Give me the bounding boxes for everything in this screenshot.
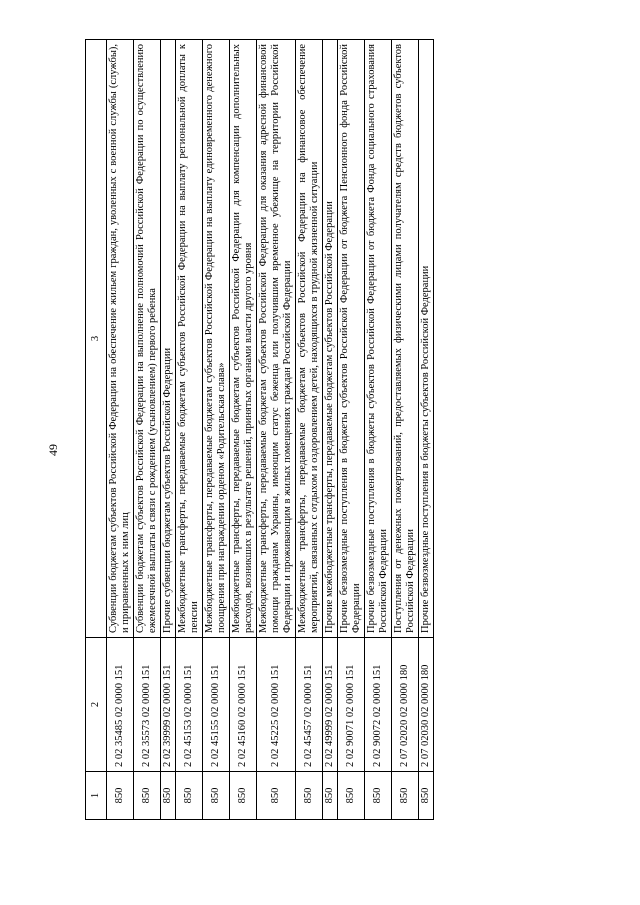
- revenue-name-cell: Прочие безвозмездные поступления в бюджеты субъектов Российской Федерации: [419, 40, 434, 638]
- revenue-name-cell: Поступления от денежных пожертвований, предоставляемых физическими лицами получателям средств бюджетов субъектов Российской Федерации: [392, 40, 419, 638]
- page-number: 49: [46, 444, 60, 456]
- table-row: [323, 40, 338, 820]
- admin-code-cell: 850: [338, 772, 365, 820]
- table-row: [419, 40, 434, 820]
- kbk-code-cell: 2 07 02020 02 0000 180: [392, 638, 419, 772]
- admin-code-cell: 850: [419, 772, 434, 820]
- table-row: [161, 40, 176, 820]
- revenue-name-cell: Прочие субвенции бюджетам субъектов Российской Федерации: [161, 40, 176, 638]
- revenue-name-cell: Прочие безвозмездные поступления в бюджеты субъектов Российской Федерации от бюджета Фонда социального страхования Российской Федерации: [365, 40, 392, 638]
- admin-code-cell: 850: [176, 772, 203, 820]
- table-header-row: [86, 40, 107, 820]
- kbk-code-cell: 2 02 45155 02 0000 151: [203, 638, 230, 772]
- revenue-name-cell: Межбюджетные трансферты, передаваемые бюджетам субъектов Российской Федерации для оказания адресной финансовой помощи гражданам Украины, имеющим статус беженца или получившим временное убежище на территории Российской Федерации и проживающим в жилых помещениях граждан Российской Федерации: [257, 40, 296, 638]
- admin-code-cell: 850: [134, 772, 161, 820]
- kbk-code-cell: 2 02 90072 02 0000 151: [365, 638, 392, 772]
- rotated-table-wrapper: [85, 40, 557, 820]
- admin-code-cell: 850: [161, 772, 176, 820]
- column-header-1: 1: [86, 772, 107, 820]
- admin-code-cell: 850: [365, 772, 392, 820]
- table-row: [257, 40, 296, 820]
- kbk-code-cell: 2 02 45153 02 0000 151: [176, 638, 203, 772]
- admin-code-cell: 850: [107, 772, 134, 820]
- admin-code-cell: 850: [230, 772, 257, 820]
- kbk-code-cell: 2 07 02030 02 0000 180: [419, 638, 434, 772]
- column-header-3: 3: [86, 40, 107, 638]
- revenue-name-cell: Прочие безвозмездные поступления в бюджеты субъектов Российской Федерации от бюджета Пенсионного фонда Российской Федерации: [338, 40, 365, 638]
- revenue-name-cell: Субвенции бюджетам субъектов Российской Федерации на выполнение полномочий Российской Федерации по осуществлению ежемесячной выплаты в связи с рождением (усыновлением) первого ребенка: [134, 40, 161, 638]
- table-row: [365, 40, 392, 820]
- revenue-name-cell: Субвенции бюджетам субъектов Российской Федерации на обеспечение жильем граждан, уволенных с военной службы (службы), и приравненных к ним лиц: [107, 40, 134, 638]
- table-row: [296, 40, 323, 820]
- kbk-code-cell: 2 02 45160 02 0000 151: [230, 638, 257, 772]
- kbk-code-cell: 2 02 90071 02 0000 151: [338, 638, 365, 772]
- table-row: [392, 40, 419, 820]
- revenue-name-cell: Прочие межбюджетные трансферты, передаваемые бюджетам субъектов Российской Федерации: [323, 40, 338, 638]
- kbk-code-cell: 2 02 35485 02 0000 151: [107, 638, 134, 772]
- revenue-classification-table: [85, 39, 434, 820]
- revenue-name-cell: Межбюджетные трансферты, передаваемые бюджетам субъектов Российской Федерации на выплату единовременного денежного поощрения при награждении орденом «Родительская слава»: [203, 40, 230, 638]
- admin-code-cell: 850: [392, 772, 419, 820]
- table-row: [230, 40, 257, 820]
- table-row: [203, 40, 230, 820]
- table-row: [176, 40, 203, 820]
- table-row: [338, 40, 365, 820]
- column-header-2: 2: [86, 638, 107, 772]
- table-row: [107, 40, 134, 820]
- kbk-code-cell: 2 02 45225 02 0000 151: [257, 638, 296, 772]
- admin-code-cell: 850: [323, 772, 338, 820]
- admin-code-cell: 850: [203, 772, 230, 820]
- kbk-code-cell: 2 02 49999 02 0000 151: [323, 638, 338, 772]
- revenue-name-cell: Межбюджетные трансферты, передаваемые бюджетам субъектов Российской Федерации для компенсации дополнительных расходов, возникших в результате решений, принятых органами власти другого уровня: [230, 40, 257, 638]
- kbk-code-cell: 2 02 39999 02 0000 151: [161, 638, 176, 772]
- admin-code-cell: 850: [296, 772, 323, 820]
- revenue-name-cell: Межбюджетные трансферты, передаваемые бюджетам субъектов Российской Федерации на финансовое обеспечение мероприятий, связанных с отдыхом и оздоровлением детей, находящихся в трудной жизненной ситуации: [296, 40, 323, 638]
- table-row: [134, 40, 161, 820]
- admin-code-cell: 850: [257, 772, 296, 820]
- kbk-code-cell: 2 02 35573 02 0000 151: [134, 638, 161, 772]
- kbk-code-cell: 2 02 45457 02 0000 151: [296, 638, 323, 772]
- revenue-name-cell: Межбюджетные трансферты, передаваемые бюджетам субъектов Российской Федерации на выплату региональной доплаты к пенсии: [176, 40, 203, 638]
